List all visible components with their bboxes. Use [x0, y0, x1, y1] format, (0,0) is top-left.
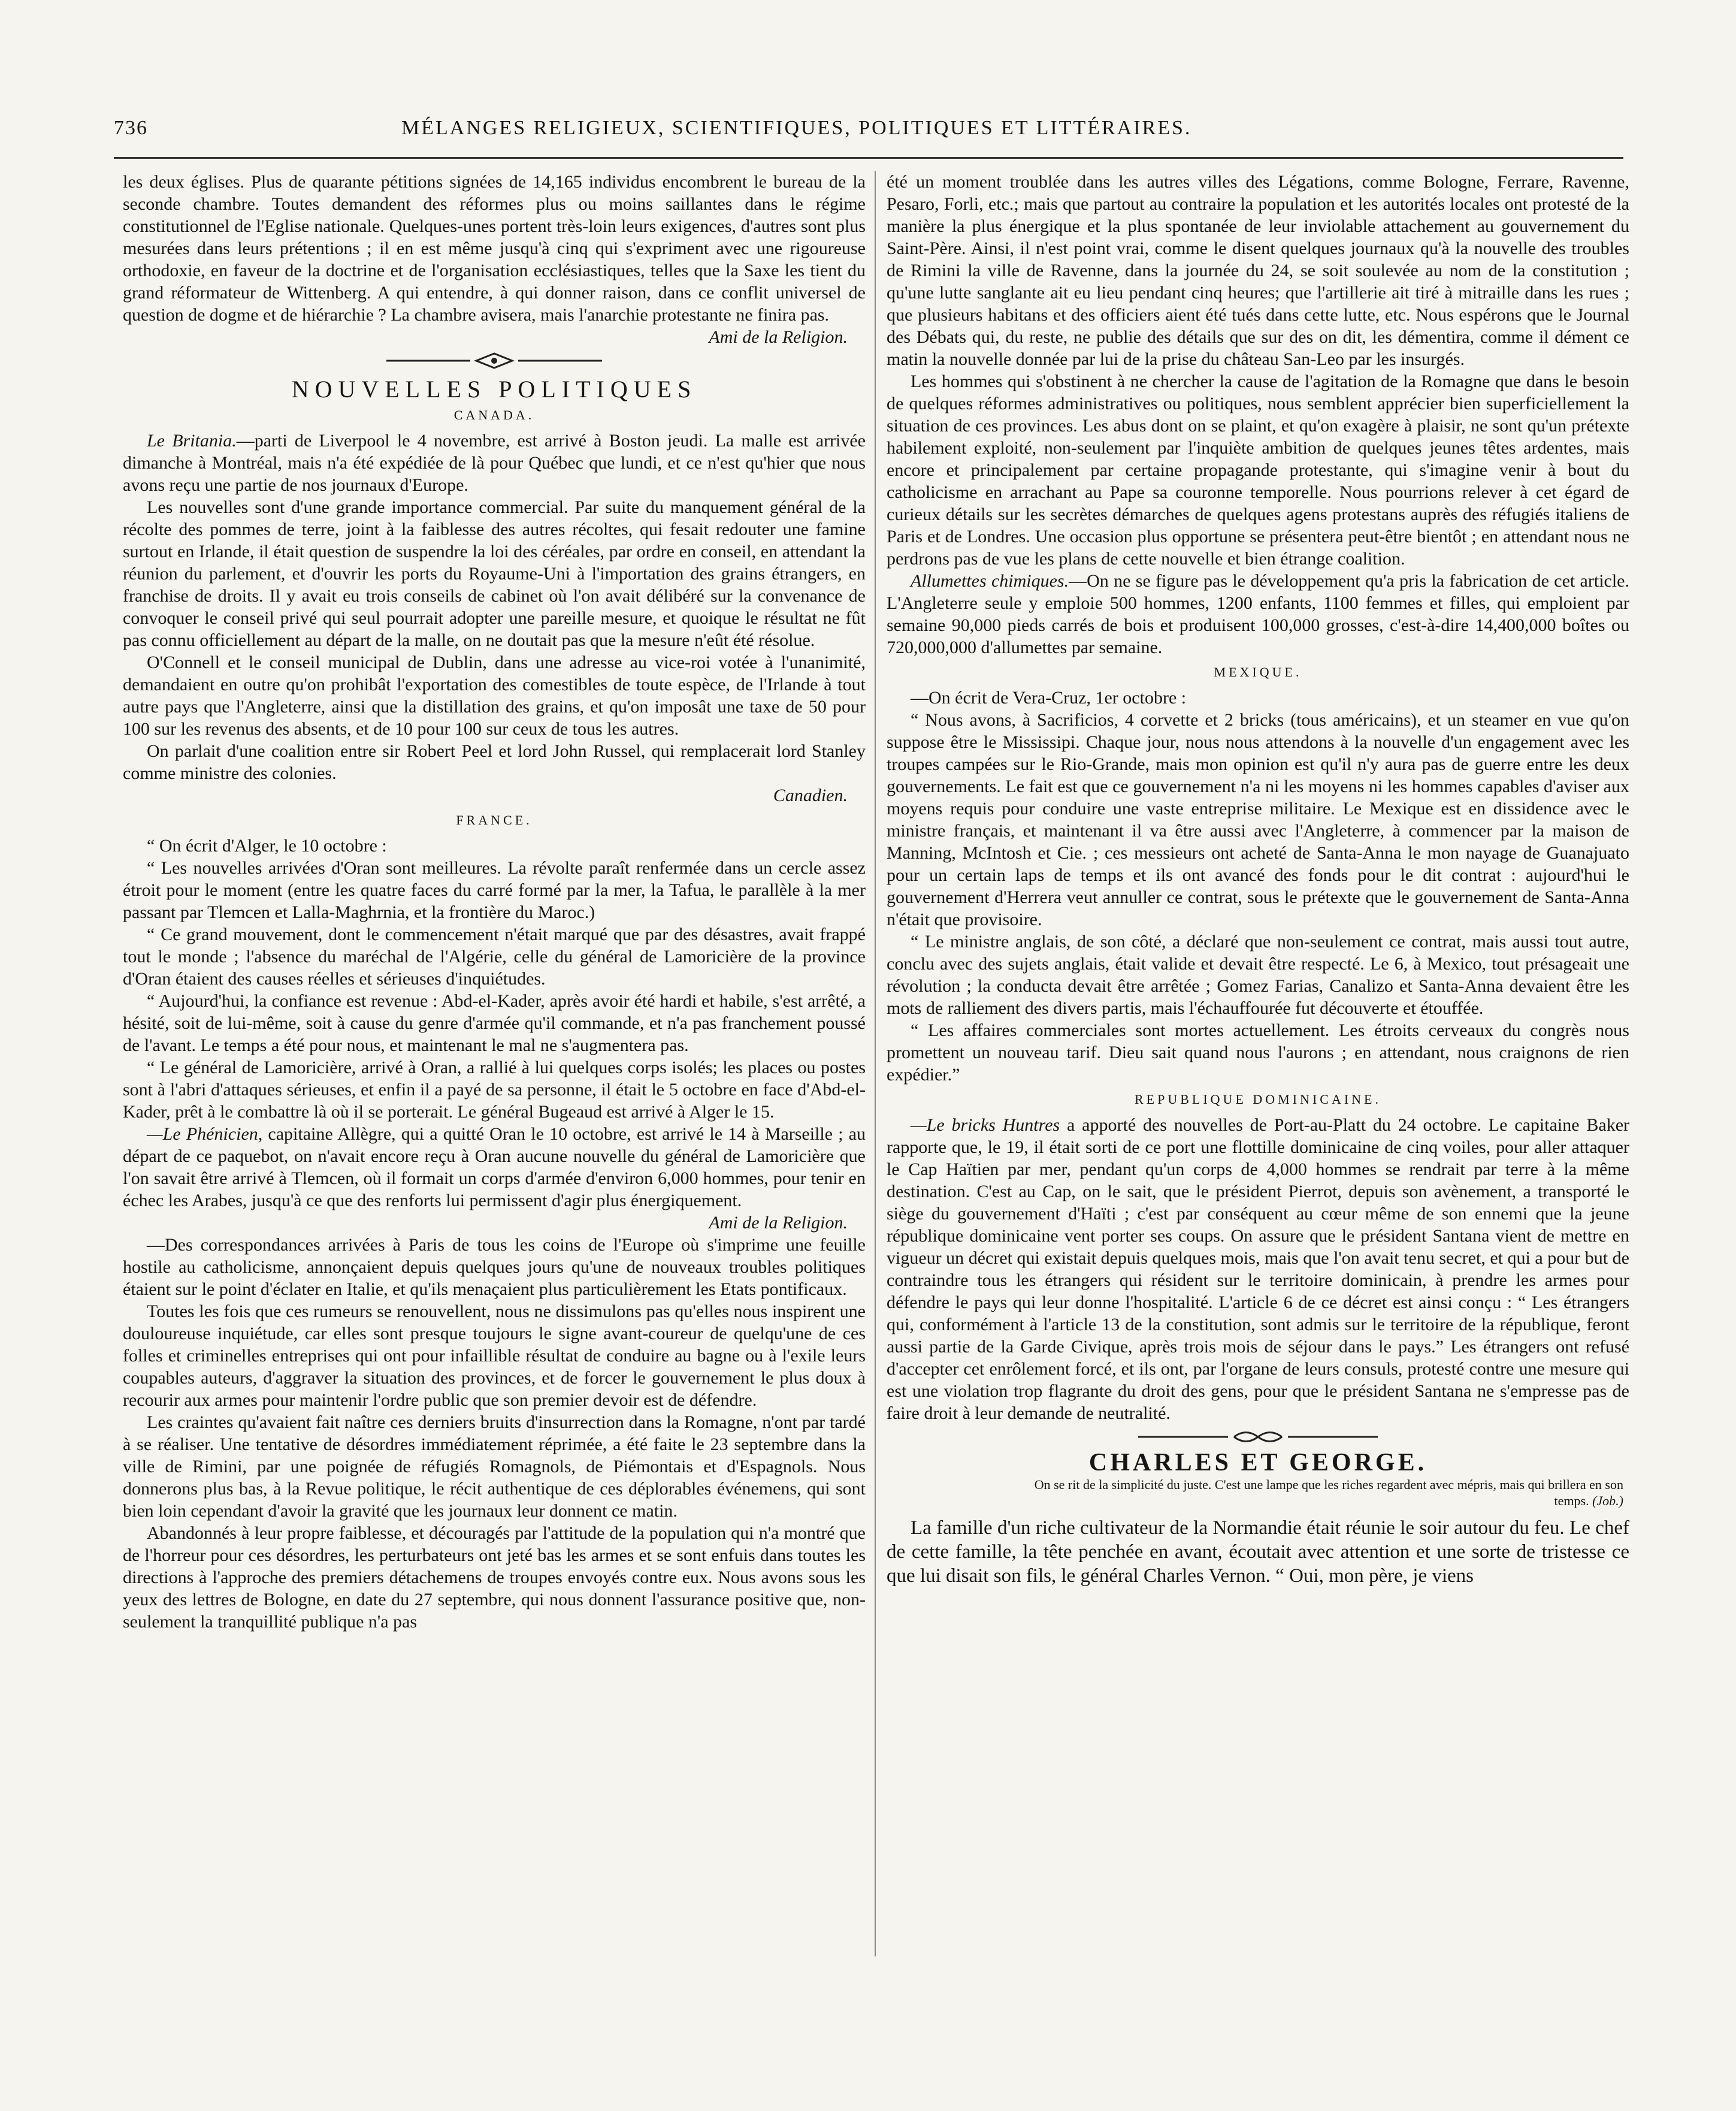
running-title: MÉLANGES RELIGIEUX, SCIENTIFIQUES, POLITIQUES ET LITTÉRAIRES.: [401, 117, 1192, 139]
paragraph: “ Le général de Lamoricière, arrivé à Oran, a rallié à lui quelques corps isolés; les places ou postes sont à l'abri d'attaques sérieuses, et enfin il a payé de sa personne, il était le 5 octobre en face d'Abd-el-Kader, prêt à le combattre là où il se porterait. Le général Bugeaud est arrivé à Alger le 15.: [123, 1058, 866, 1122]
epigraph-text: On se rit de la simplicité du juste. C'est une lampe que les riches regardent avec mépris, mais qui brillera en son temps.: [1034, 1477, 1623, 1508]
paragraph: Toutes les fois que ces rumeurs se renouvellent, nous ne dissimulons pas qu'elles nous inspirent une douloureuse inquiétude, car elles sont presque toujours le signe avant-coureur de quelqu'une de ces folles et criminelles entreprises qui ont pour infaillible résultat de conduire au bagne ou à l'exile leurs coupables auteurs, d'aggraver la situation des provinces, et de forcer le gouvernement le plus doux à recourir aux armes pour maintenir l'ordre public que son premier devoir est de défendre.: [123, 1301, 866, 1410]
page-header: [114, 117, 1623, 147]
source-attribution: Ami de la Religion.: [709, 327, 848, 347]
paragraph: les deux églises. Plus de quarante pétitions signées de 14,165 individus encombrent le bureau de la seconde chambre. Toutes demandent des réformes plus ou moins saillantes dans le régime constitutionnel de l'Eglise nationale. Quelques-unes portent très-loin leurs exigences, d'autres sont plus mesurées dans leurs prétentions ; il en est même jusqu'à cinq qui s'expriment avec une rigoureuse orthodoxie, en faveur de la doctrine et de l'organisation ecclésiastiques, telles que la Saxe les tient du grand réformateur de Wittenberg. A qui entendre, à qui donner raison, dans ce conflit universel de question de dogme et de hiérarchie ? La chambre avisera, mais l'anarchie protestante ne finira pas. Ami de la Religion.: [123, 172, 866, 347]
paragraph: “ Nous avons, à Sacrificios, 4 corvette et 2 bricks (tous américains), et un steamer en vue qu'on suppose être le Mississipi. Chaque jour, nous nous attendons à la nouvelle d'un engagement avec les troupes campées sur le Rio-Grande, mais mon opinion est qu'il n'y aura pas de guerre entre les deux gouvernements. Le fait est que ce gouvernement n'a ni les moyens ni les hommes capables d'aviser aux moyens requis pour conduire une vaste entreprise militaire. Le Mexique est en dissidence avec le ministre français, et maintenant il va être aussi avec l'Angleterre, à commencer par la maison de Manning, McIntosh et Cie. ; ces messieurs ont acheté de Santa-Anna le mon nayage de Guanajuato pour un certain laps de temps et ils ont avancé des fonds pour le dit contrat : aujourd'hui le gouvernement d'Herrera veut annuller ce contrat, sous le prétexte que le gouvernement de Santa-Anna n'était que provisoire.: [887, 710, 1629, 929]
paragraph: Allumettes chimiques.—On ne se figure pas le développement qu'a pris la fabrication de cet article. L'Angleterre seule y emploie 500 hommes, 1200 enfants, 1100 femmes et filles, qui emploient par semaine 90,000 pieds carrés de bois et produisent 100,000 grosses, c'est-à-dire 14,400,000 boîtes ou 720,000,000 d'allumettes par semaine.: [887, 571, 1629, 657]
page-number: 736: [114, 117, 148, 139]
paragraph: “ Les nouvelles arrivées d'Oran sont meilleures. La révolte paraît renfermée dans un cercle assez étroit pour le moment (entre les quatre faces du carré formé par la mer, la Tafua, le parallèle à la mer passant par Tlemcen et Lalla-Maghrnia, et la frontière du Maroc.): [123, 858, 866, 922]
epigraph-attribution: (Job.): [1592, 1493, 1623, 1508]
section-title: NOUVELLES POLITIQUES: [291, 376, 697, 403]
paragraph: “ Le ministre anglais, de son côté, a déclaré que non-seulement ce contrat, mais aussi tout autre, conclu avec des sujets anglais, était valide et devait être respecté. Le 6, à Mexico, tout présageait une révolution ; la conducta devait être arrêtée ; Gomez Farias, Canalizo et Santa-Anna devaient être les mots de ralliement des divers partis, mais l'échauffourée fut découverte et étouffée.: [887, 932, 1629, 1018]
paragraph: “ Ce grand mouvement, dont le commencement n'était marqué que par des désastres, avait frappé tout le monde ; l'absence du maréchal de l'Algérie, celle du général de Lamoricière de la province d'Oran étaient des causes réelles et sérieuses d'inquiétudes.: [123, 925, 866, 989]
ornament-divider: [123, 352, 866, 372]
column-divider: [875, 171, 876, 1956]
paragraph: “ On écrit d'Alger, le 10 octobre :: [147, 836, 387, 856]
subsection-label: MEXIQUE.: [1214, 665, 1302, 679]
ornament-divider: [887, 1428, 1629, 1448]
subsection-label: FRANCE.: [456, 813, 533, 828]
header-rule: [114, 157, 1623, 159]
paragraph: La famille d'un riche cultivateur de la Normandie était réunie le soir autour du feu. Le chef de cette famille, la tête penchée en avant, écoutait avec attention et une sorte de tristesse ce que lui disait son fils, le général Charles Vernon. “ Oui, mon père, je viens: [887, 1517, 1629, 1587]
paragraph: —Le Phénicien, capitaine Allègre, qui a quitté Oran le 10 octobre, est arrivé le 14 à Marseille ; au départ de ce paquebot, on n'avait encore reçu à Oran aucune nouvelle du général de Lamoricière que l'on savait être arrivé à Tlemcen, où il formait un corps d'armée d'environ 6,000 hommes, pour tenir en échec les Arabes, jusqu'à ce que des renforts lui permissent d'agir plus énergiquement. Ami de la Religion.: [123, 1124, 866, 1233]
source-attribution: Canadien.: [773, 786, 848, 805]
paragraph: été un moment troublée dans les autres villes des Légations, comme Bologne, Ferrare, Ravenne, Pesaro, Forli, etc.; mais que partout au contraire la population et les autorités locales ont protesté de la manière la plus énergique et la plus spontanée de leur inviolable attachement au gouvernement du Saint-Père. Ainsi, il n'est point vrai, comme le disent quelques journaux qu'à la nouvelle des troubles de Rimini la ville de Ravenne, dans la journée du 24, se soit soulevée au nom de la constitution ; qu'une lutte sanglante ait eu lieu pendant cinq heures; que l'artillerie ait tiré à mitraille dans les rues ; que plusieurs habitans et des officiers aient été tués dans cette lutte, etc. Nous espérons que le Journal des Débats qui, du reste, ne publie des détails que sur des on dit, les démentira, comme il dément ce matin la nouvelle donnée par lui de la prise du château San-Leo par les insurgés.: [887, 172, 1629, 369]
paragraph: O'Connell et le conseil municipal de Dublin, dans une adresse au vice-roi votée à l'unanimité, demandaient en outre qu'on prohibât l'exportation des comestibles de toute espèce, de l'Irlande à tout autre pays que l'Angleterre, ainsi que la distillation des grains, et qu'on imposât une taxe de 50 pour 100 sur les revenus des absents, et de 10 pour 100 sur ceux de tous les autres.: [123, 653, 866, 739]
paragraph: —Le bricks Huntres a apporté des nouvelles de Port-au-Platt du 24 octobre. Le capitaine Baker rapporte que, le 19, il était sorti de ce port une flottille dominicaine de cinq voiles, pour aller attaquer le Cap Haïtien par mer, pendant qu'un corps de 4,000 hommes se rendrait par terre à la même destination. C'est au Cap, on le sait, que le président Pierrot, depuis son avènement, a transporté le siège du gouvernement d'Haïti ; c'est par conséquent au cœur même de son ennemi que la jeune république dominicaine vent porter ses coups. On assure que le président Santana vient de mettre en vigueur un décret qui existait depuis quelques mois, mais que l'on avait tenu secret, et qui a pour but de contraindre tous les étrangers qui résident sur le territoire dominicain, à prendre les armes pour défendre le pays qui leur donne l'hospitalité. L'article 6 de ce décret est ainsi conçu : “ Les étrangers qui, conformément à l'article 13 de la constitution, sont admis sur le territoire de la république, feront aussi partie de la Garde Civique, après trois mois de séjour dans le pays.” Les étrangers ont refusé d'accepter cet enrôlement forcé, et ils ont, par l'organe de leurs consuls, protesté contre une mesure qui est une violation trop flagrante du droit des gens, pour que le président Santana ne s'empresse pas de faire droit à leur demande de neutralité.: [887, 1115, 1629, 1423]
paragraph: Les craintes qu'avaient fait naître ces derniers bruits d'insurrection dans la Romagne, n'ont par tardé à se réaliser. Une tentative de désordres immédiatement réprimée, a été faite le 23 septembre dans la ville de Rimini, par une poignée de réfugiés Romagnols, de Piémontais et d'Espagnols. Nous donnerons plus bas, à la Revue politique, le récit authentique de ces déplorables événemens, qui sont bien loin cependant d'avoir la gravité que les journaux leur donnent ce matin.: [123, 1412, 866, 1521]
paragraph: —Des correspondances arrivées à Paris de tous les coins de l'Europe où s'imprime une feuille hostile au catholicisme, annonçaient depuis quelques jours qu'une de nouveaux troubles politiques étaient sur le point d'éclater en Italie, et qu'ils menaçaient plus particulièrement les Etats pontificaux.: [123, 1235, 866, 1299]
paragraph: “ Les affaires commerciales sont mortes actuellement. Les étroits cerveaux du congrès nous promettent un nouveau tarif. Dieu sait quand nous l'aurons ; en attendant, nous craignons de rien expédier.”: [887, 1020, 1629, 1085]
subsection-label: CANADA.: [453, 407, 535, 422]
story-title: CHARLES ET GEORGE.: [1088, 1449, 1427, 1476]
source-attribution: Ami de la Religion.: [709, 1213, 848, 1233]
article-lead: Allumettes chimiques.: [911, 571, 1069, 591]
ship-name: Le Britania.: [147, 431, 237, 451]
paragraph: —On écrit de Vera-Cruz, 1er octobre :: [911, 688, 1187, 708]
paragraph: “ Aujourd'hui, la confiance est revenue : Abd-el-Kader, après avoir été hardi et habile, s'est arrêté, a hésité, soit de lui-même, soit à cause du genre d'armée qu'il commande, et n'a pas franchement poussé de l'avant. Le temps a été pour nous, et maintenant le mal ne s'augmentera pas.: [123, 991, 866, 1055]
ship-name: —Le bricks Huntres: [911, 1115, 1060, 1135]
subsection-label: REPUBLIQUE DOMINICAINE.: [1135, 1092, 1381, 1107]
epigraph: [1006, 1476, 1623, 1509]
paragraph: Les nouvelles sont d'une grande importance commercial. Par suite du manquement général de la récolte des pommes de terre, joint à la faiblesse des autres récoltes, qui fesait redouter une famine surtout en Irlande, il était question de suspendre la loi des céréales, par ordre en conseil, en attendant la réunion du parlement, et d'ouvrir les ports du Royaume-Uni à l'importation des grains étrangers, en franchise de droits. Il y avait eu trois conseils de cabinet où l'on avait délibéré sur la convenance de convoquer le conseil privé qui seul pourrait adopter une pareille mesure, et quoique le résultat ne fût pas connu officiellement au départ de la malle, on ne doutait pas que la mesure n'eût été résolue.: [123, 497, 866, 650]
ship-name: —Le Phénicien,: [147, 1124, 263, 1144]
paragraph: On parlait d'une coalition entre sir Robert Peel et lord John Russel, qui remplacerait lord Stanley comme ministre des colonies. Canadien.: [123, 741, 866, 805]
paragraph: Abandonnés à leur propre faiblesse, et découragés par l'attitude de la population qui n'a montré que de l'horreur pour ces désordres, les perturbateurs ont jeté bas les armes et se sont enfuis dans toutes les directions à l'approche des premiers détachemens de troupes envoyés contre eux. Nous avons sous les yeux des lettres de Bologne, en date du 27 septembre, qui nous donnent l'assurance positive que, non-seulement la tranquillité publique n'a pas: [123, 1523, 866, 1632]
paragraph: Le Britania.—parti de Liverpool le 4 novembre, est arrivé à Boston jeudi. La malle est arrivée dimanche à Montréal, mais n'a été expédiée de là pour Québec que lundi, et ce n'est qu'hier que nous avons reçu une partie de nos journaux d'Europe.: [123, 431, 866, 495]
paragraph: Les hommes qui s'obstinent à ne chercher la cause de l'agitation de la Romagne que dans le besoin de quelques réformes administratives ou politiques, nous semblent apprécier bien superficiellement la situation de ces provinces. Les abus dont on se plaint, et qu'on exagère à plaisir, ne sont qu'un prétexte habilement exploité, non-seulement par l'inquiète ambition de quelques jeunes têtes ardentes, mais encore et principalement par certaine propagande protestante, qui s'imagine venir à bout du catholicisme en arrachant au Pape sa couronne temporelle. Nous pourrions relever à cet égard de curieux détails sur les secrètes démarches de quelques agens protestans auprès des réfugiés italiens de Paris et de Londres. Une occasion plus opportune se présentera peut-être bientôt ; en attendant nous ne perdrons pas de vue les plans de cette nouvelle et bien étrange coalition.: [887, 372, 1629, 569]
right-column: [887, 171, 1629, 1588]
left-column: [123, 171, 866, 1633]
